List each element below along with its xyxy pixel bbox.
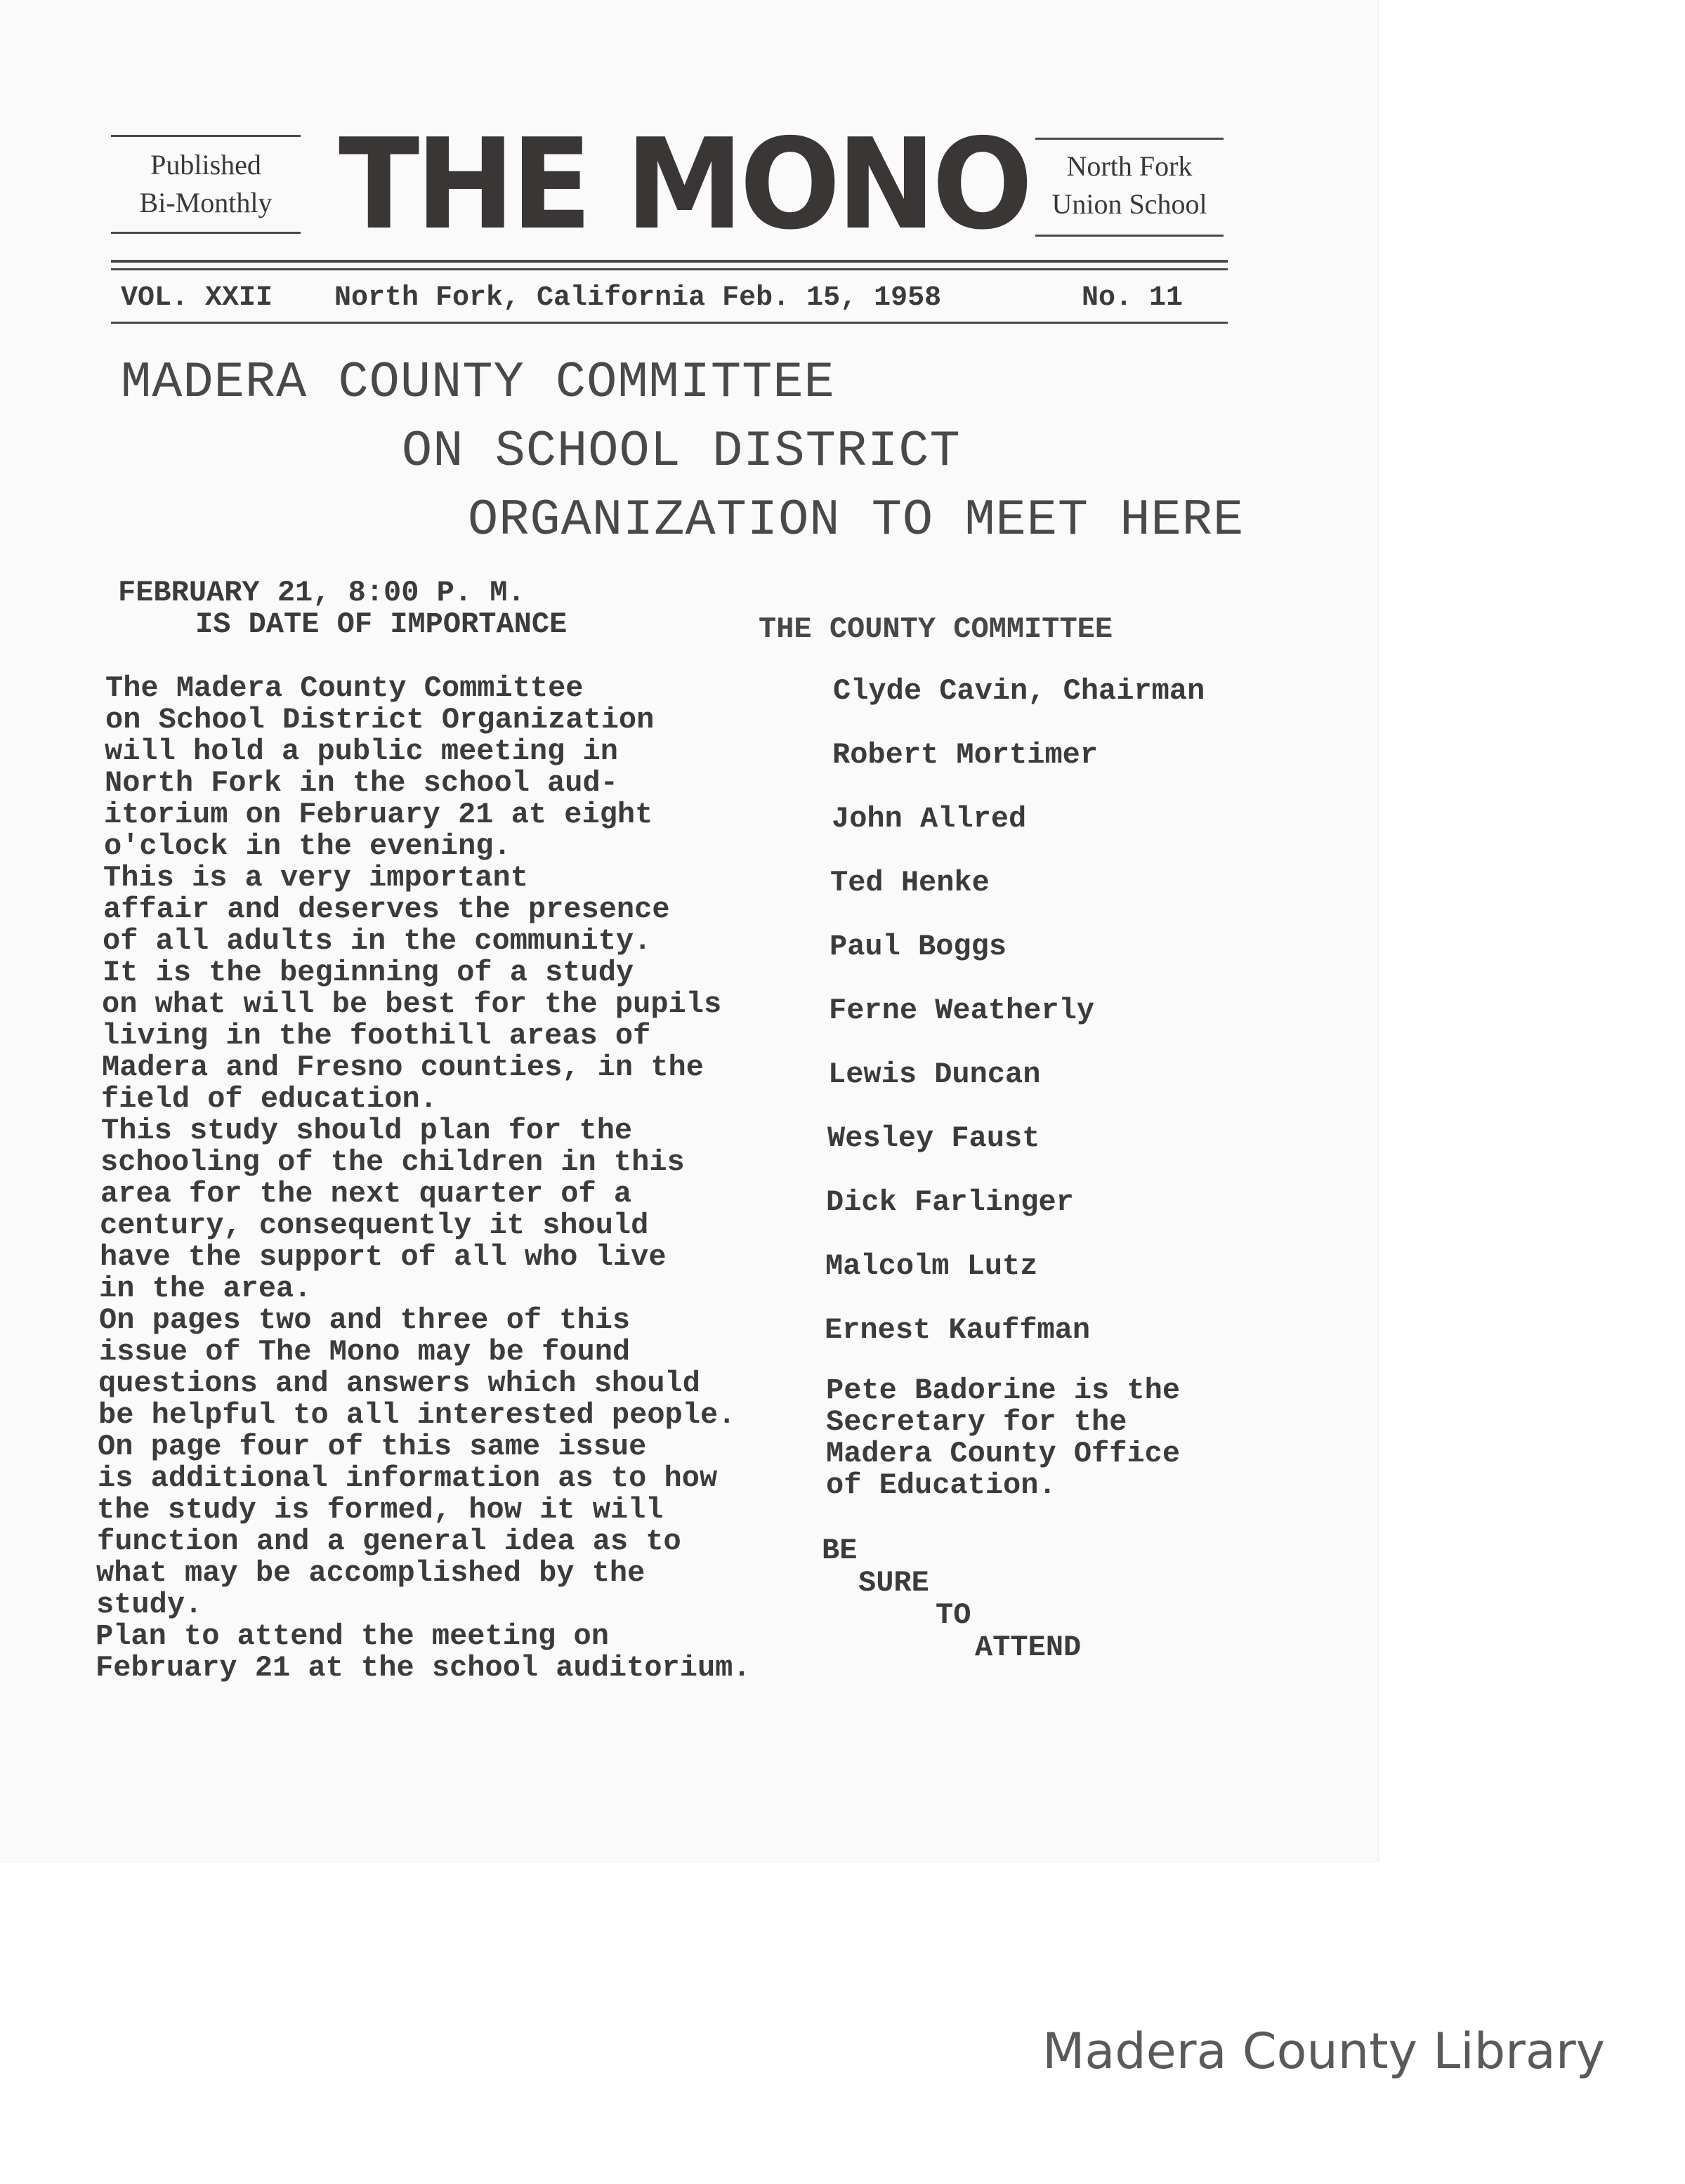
article-subhead-1: FEBRUARY 21, 8:00 P. M. [118, 576, 525, 610]
article-line: o'clock in the evening. [104, 829, 511, 863]
committee-member: Paul Boggs [830, 930, 1007, 963]
article-line: on School District Organization [105, 703, 655, 737]
committee-member: Dick Farlinger [826, 1185, 1074, 1219]
committee-member: Clyde Cavin, Chairman [833, 674, 1205, 708]
committee-member: Lewis Duncan [828, 1058, 1041, 1091]
published-frequency [111, 146, 301, 222]
closing-sure: SURE [858, 1566, 929, 1600]
headline-line-1: MADERA COUNTY COMMITTEE [121, 354, 835, 412]
issue-number: No. 11 [1082, 282, 1184, 314]
published-bottom-rule [111, 232, 301, 234]
article-line: area for the next quarter of a [100, 1177, 632, 1211]
article-line: is additional information as to how [98, 1461, 718, 1495]
closing-attend: ATTEND [975, 1631, 1082, 1664]
school-bottom-rule [1035, 235, 1224, 237]
masthead-double-rule-bottom [111, 268, 1228, 270]
committee-member-list [825, 674, 1205, 1379]
article-subhead-2: IS DATE OF IMPORTANCE [195, 607, 568, 641]
article-line: The Madera County Committee [105, 671, 584, 705]
school-top-rule [1035, 138, 1224, 140]
secretary-note [826, 1375, 1180, 1501]
volume-number: VOL. XXII [121, 282, 273, 314]
article-line: the study is formed, how it will [97, 1493, 664, 1527]
committee-member: Ferne Weatherly [829, 994, 1095, 1027]
article-line: North Fork in the school aud- [105, 766, 618, 800]
secretary-line: of Education. [826, 1468, 1056, 1502]
committee-member: Robert Mortimer [832, 738, 1099, 772]
library-credit: Madera County Library [1042, 2022, 1606, 2080]
article-line: On page four of this same issue [98, 1430, 647, 1463]
secretary-line: Secretary for the [826, 1405, 1127, 1439]
article-line: itorium on February 21 at eight [104, 798, 653, 831]
article-line: It is the beginning of a study [103, 956, 634, 989]
closing-to: TO [936, 1598, 971, 1632]
article-line: This is a very important [103, 861, 528, 895]
article-line: Plan to attend the meeting on [96, 1619, 609, 1653]
article-line: of all adults in the community. [103, 924, 652, 958]
article-column [96, 576, 751, 1685]
school-line-1: North Fork [1066, 150, 1193, 182]
article-body [96, 671, 751, 1685]
article-line: Madera and Fresno counties, in the [102, 1051, 704, 1084]
article-line: issue of The Mono may be found [99, 1335, 631, 1369]
article-line: will hold a public meeting in [105, 735, 618, 768]
committee-member: Malcolm Lutz [825, 1249, 1038, 1283]
article-line: living in the foothill areas of [102, 1019, 651, 1053]
committee-member: Wesley Faust [827, 1121, 1040, 1155]
article-line: February 21 at the school auditorium. [96, 1651, 751, 1685]
published-line-2: Bi-Monthly [139, 187, 273, 218]
school-line-2: Union School [1051, 188, 1207, 220]
article-line: questions and answers which should [98, 1367, 700, 1400]
dateline-rule [111, 322, 1228, 324]
article-line: This study should plan for the [101, 1114, 633, 1147]
article-line: century, consequently it should [100, 1209, 649, 1242]
article-line: field of education. [101, 1082, 438, 1116]
committee-heading: THE COUNTY COMMITTEE [759, 612, 1113, 646]
article-line: schooling of the children in this [100, 1145, 685, 1179]
article-line: be helpful to all interested people. [98, 1398, 736, 1432]
masthead-title: THE MONO [339, 112, 1029, 257]
headline-line-2: ON SCHOOL DISTRICT [402, 423, 961, 480]
committee-member: John Allred [832, 802, 1027, 836]
committee-member: Ernest Kauffman [825, 1313, 1091, 1347]
article-line: on what will be best for the pupils [102, 987, 722, 1021]
masthead-double-rule-top [111, 260, 1228, 263]
headline-line-3: ORGANIZATION TO MEET HERE [468, 492, 1245, 549]
article-line: have the support of all who live [100, 1240, 667, 1274]
secretary-line: Pete Badorine is the [826, 1374, 1181, 1407]
published-line-1: Published [150, 149, 261, 180]
secretary-line: Madera County Office [826, 1437, 1181, 1471]
article-line: study. [96, 1588, 203, 1621]
closing-be: BE [822, 1534, 858, 1567]
article-line: in the area. [99, 1272, 312, 1305]
article-line: On pages two and three of this [99, 1303, 631, 1337]
article-line: function and a general idea as to [97, 1525, 681, 1558]
article-line: affair and deserves the presence [103, 893, 670, 926]
article-line: what may be accomplished by the [96, 1556, 645, 1590]
committee-member: Ted Henke [830, 866, 990, 900]
place-and-date: North Fork, California Feb. 15, 1958 [334, 282, 942, 314]
school-name [1035, 147, 1224, 223]
published-top-rule [111, 135, 301, 137]
